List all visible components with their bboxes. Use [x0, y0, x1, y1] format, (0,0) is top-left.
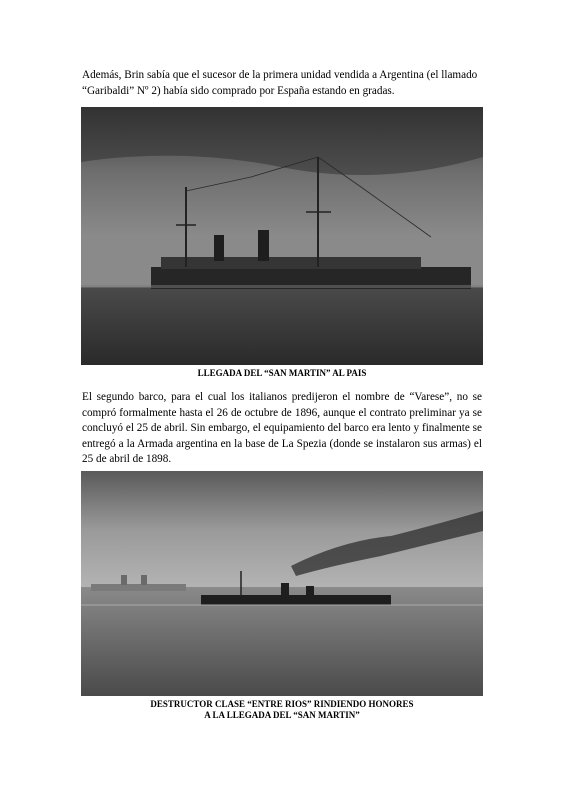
second-ship-paragraph: El segundo barco, para el cual los italianos predijeron el nombre de “Varese”, no se compró formalmente hasta el 26 de octubre de 1896, aunque el contrato preliminar ya se concluyó el 25 de abril. Sin embargo, el equipamiento del barco era lento y finalmente se entregó a la Armada argentina en la base de La Spezia (donde se instalaron sus armas) el 25 de abril de 1898.	[82, 391, 482, 465]
san-martin-arrival-photo	[81, 107, 483, 365]
destroyer-salute-photo	[81, 471, 483, 696]
photo2-caption-line1: DESTRUCTOR CLASE “ENTRE RIOS” RINDIENDO HONORES	[150, 699, 414, 709]
intro-paragraph: Además, Brin sabía que el sucesor de la primera unidad vendida a Argentina (el llamado “Garibaldi” Nº 2) había sido comprado por España estando en gradas.	[82, 69, 478, 97]
photo2-caption-line2: A LA LLEGADA DEL “SAN MARTIN”	[204, 710, 360, 720]
photo1-caption: LLEGADA DEL “SAN MARTIN” AL PAIS	[197, 368, 367, 378]
